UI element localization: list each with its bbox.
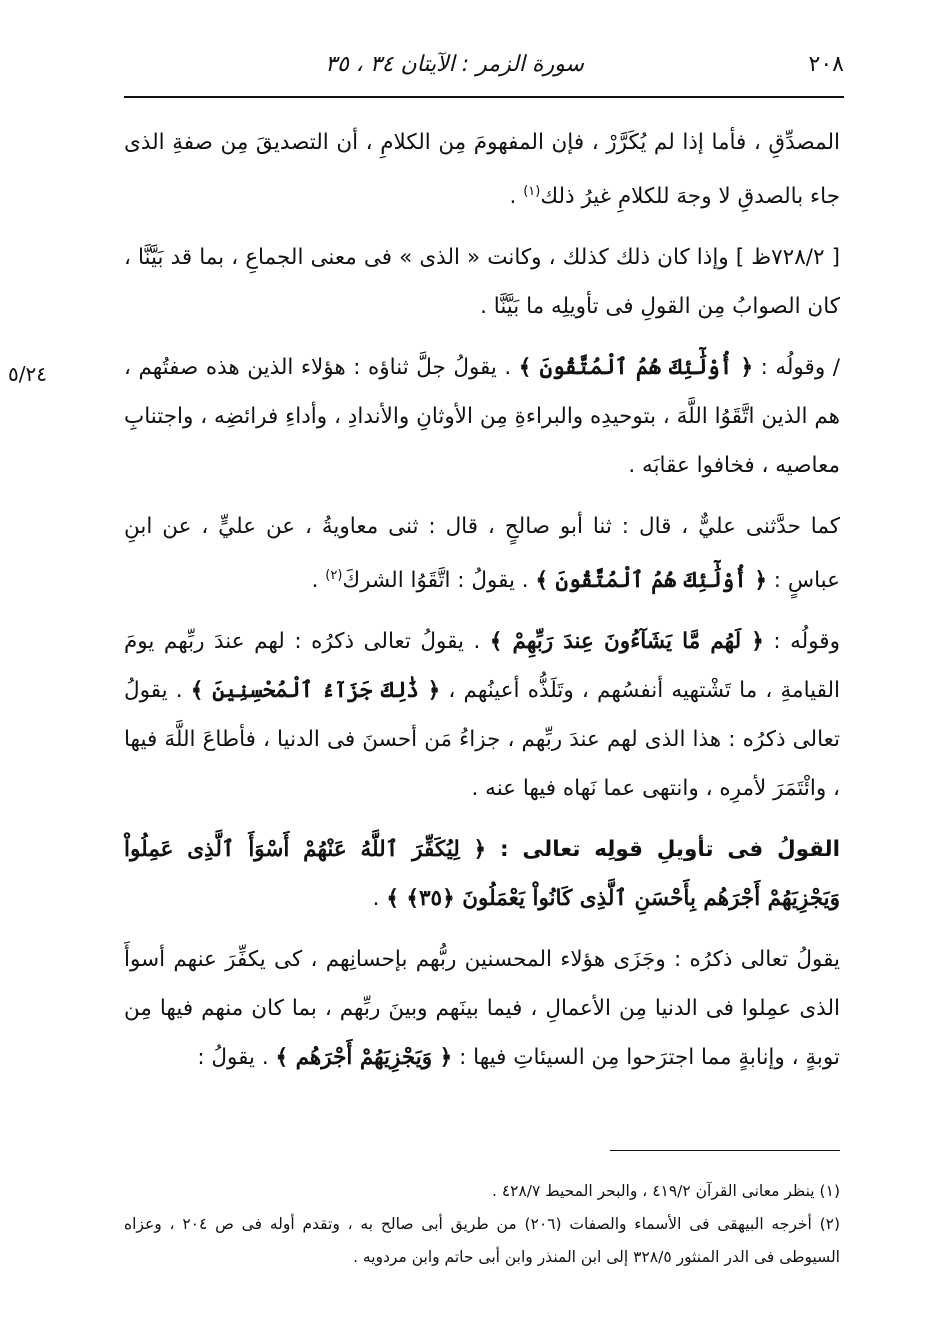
footnote-marker-1: (١) (523, 184, 541, 199)
page-number: ٢٠٨ (808, 52, 844, 77)
running-title: سورة الزمر : الآيتان ٣٤ ، ٣٥ (325, 52, 584, 77)
quran-quote: ﴿ أُوْلَٰٓئِكَ هُمُ ٱلْمُتَّقُونَ ﴾ (535, 568, 767, 594)
paragraph-4: كما حدَّثنى عليٌّ ، قال : ثنا أبو صالحٍ ، قال : ثنى معاويةُ ، عن عليٍّ ، عن ابنِ عباسٍ : ﴿ أُوْلَٰٓئِكَ هُمُ ٱلْمُتَّقُونَ ﴾ . يقولُ : اتَّقَوُا الشركَ$^{(٢)}$ . (124, 514, 840, 594)
footnotes (124, 1175, 840, 1274)
quran-verse: ﴿ لِيُكَفِّرَ ٱللَّهُ عَنْهُمْ أَسْوَأَ ٱلَّذِى عَمِلُواْ وَيَجْزِيَهُمْ أَجْرَهُم بِأَحْسَنِ ٱلَّذِى كَانُواْ يَعْمَلُونَ ﴿٣٥﴾ ﴾ (124, 837, 840, 912)
footnote-marker-2: (٢) (325, 568, 343, 584)
paragraph-7: يقولُ تعالى ذكرُه : وجَزَى هؤلاء المحسنين ربُّهم بإحسانِهم ، كى يكفِّرَ عنهم أسوأَ الذى عمِلوا فى الدنيا مِن الأعمالِ ، فيما بينَهم وبينَ ربِّهم ، بما كان منهم فيها مِن توبةٍ ، وإنابةٍ مما اجترَحوا مِن السيئاتِ فيها : ﴿ وَيَجْزِيَهُمْ أَجْرَهُم ﴾ . يقولُ : (124, 947, 840, 1071)
footnote-2: (٢) أخرجه البيهقى فى الأسماء والصفات (٢٠٦) من طريق أبى صالح به ، وتقدم أوله فى ص ٢٠٤ ، وعزاه السيوطى فى الدر المنثور ٣٢٨/٥ إلى ابن المنذر وابن أبى حاتم وابن مردويه . (124, 1215, 841, 1266)
paragraph-1: المصدِّقِ ، فأما إذا لم يُكَرَّرْ ، فإن المفهومَ مِن الكلامِ ، أن التصديقَ مِن صفةِ الذى جاء بالصدقِ لا وجهَ للكلامِ غيرُ ذلك$^{(١)}$ . (124, 130, 840, 210)
quran-quote: ﴿ ذَٰلِكَ جَزَآءُ ٱلْمُحْسِنِينَ ﴾ (190, 678, 441, 704)
header-rule (124, 96, 844, 98)
footnote-1: (١) ينظر معانى القرآن ٤١٩/٢ ، والبحر المحيط ٤٢٨/٧ . (491, 1182, 840, 1200)
paragraph-5: وقولُه : ﴿ لَهُم مَّا يَشَآءُونَ عِندَ رَبِّهِمْ ﴾ . يقولُ تعالى ذكرُه : لهم عندَ ربِّهم يومَ القيامةِ ، ما تَشْتهيه أنفسُهم ، وتَلَذُّه أعينُهم ، ﴿ ذَٰلِكَ جَزَآءُ ٱلْمُحْسِنِينَ ﴾ . يقولُ تعالى ذكرُه : هذا الذى لهم عندَ ربِّهم ، جزاءُ مَن أحسنَ فى الدنيا ، فأطاعَ اللَّهَ فيها ، وائْتَمَرَ لأمرِه ، وانتهى عما نَهاه فيها عنه . (124, 629, 841, 802)
footnote-separator (610, 1150, 840, 1151)
quran-quote: ﴿ أُوْلَٰٓئِكَ هُمُ ٱلْمُتَّقُونَ ﴾ (518, 355, 754, 381)
main-text (124, 118, 840, 1094)
paragraph-2: [ ٧٢٨/٢ظ ] وإذا كان ذلك كذلك ، وكانت « الذى » فى معنى الجماعِ ، بما قد بَيَّنَّا ، كان الصوابُ مِن القولِ فى تأويلِه ما بَيَّنَّا . (124, 245, 840, 320)
quran-quote: ﴿ لَهُم مَّا يَشَآءُونَ عِندَ رَبِّهِمْ ﴾ (489, 629, 764, 655)
paragraph-3: / وقولُه : ﴿ أُوْلَٰٓئِكَ هُمُ ٱلْمُتَّقُونَ ﴾ . يقولُ جلَّ ثناؤه : هؤلاء الذين هذه صفتُهم ، هم الذين اتَّقَوُا اللَّهَ ، بتوحيدِه والبراءةِ مِن الأوثانِ والأندادِ ، وأداءِ فرائضِه ، واجتنابِ معاصيه ، فخافوا عقابَه . (124, 355, 840, 479)
page-header (124, 52, 844, 92)
section-heading: القولُ فى تأويلِ قولِه تعالى : (486, 837, 840, 863)
margin-page-reference: ٥/٢٤ (8, 362, 47, 386)
paragraph-6: القولُ فى تأويلِ قولِه تعالى : ﴿ لِيُكَفِّرَ ٱللَّهُ عَنْهُمْ أَسْوَأَ ٱلَّذِى عَمِلُواْ وَيَجْزِيَهُمْ أَجْرَهُم بِأَحْسَنِ ٱلَّذِى كَانُواْ يَعْمَلُونَ ﴿٣٥﴾ ﴾ . (124, 837, 840, 912)
quran-quote: ﴿ وَيَجْزِيَهُمْ أَجْرَهُم ﴾ (275, 1045, 453, 1071)
